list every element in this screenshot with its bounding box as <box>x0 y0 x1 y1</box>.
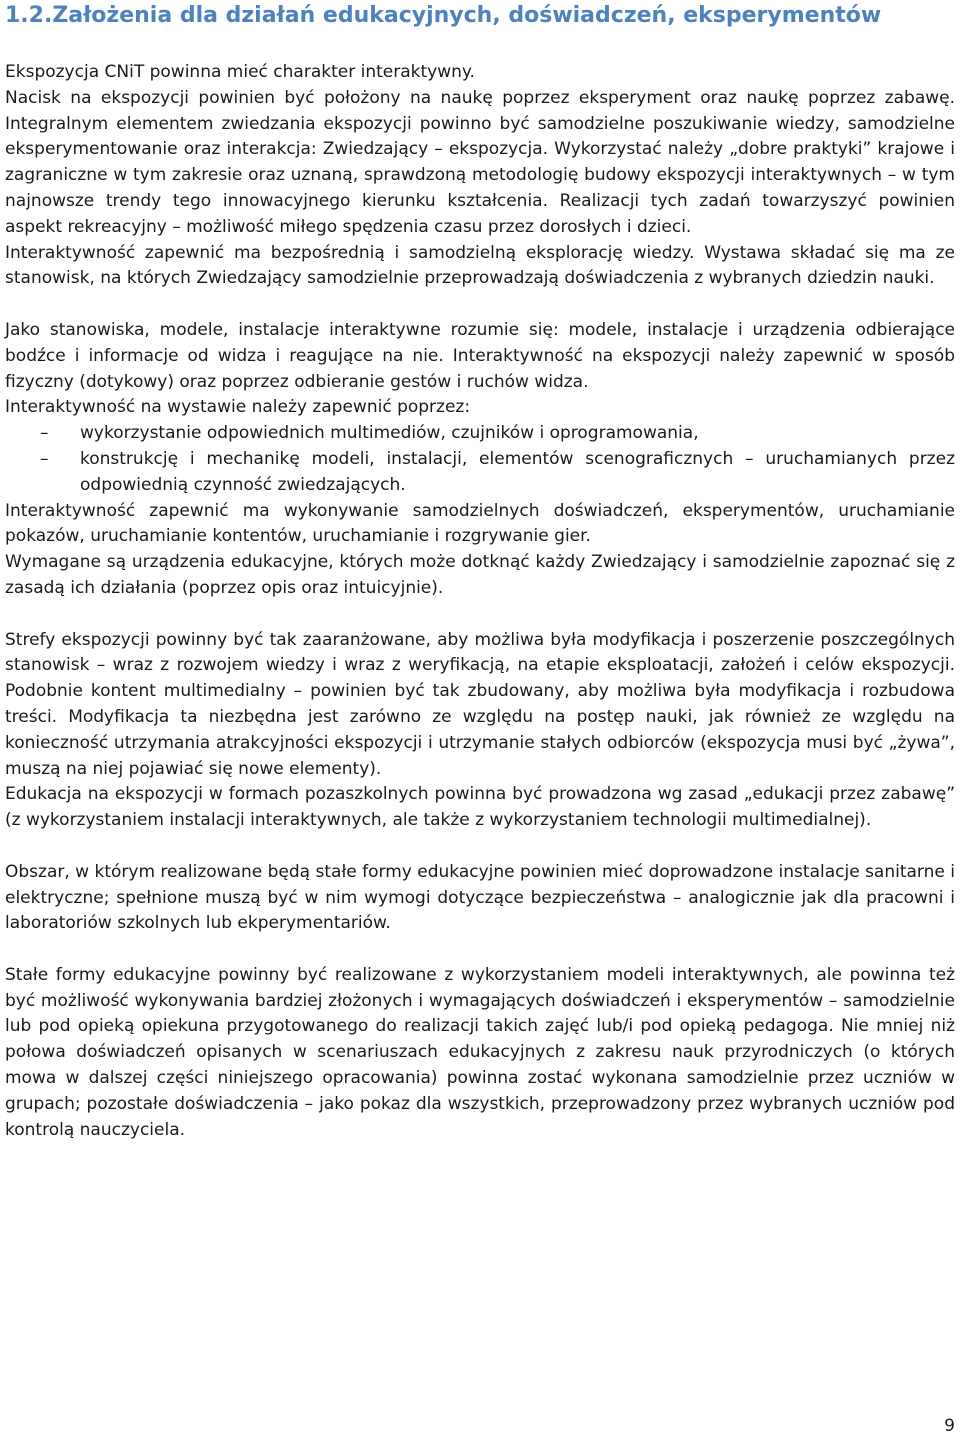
paragraph-list-intro: Interaktywność na wystawie należy zapewnić poprzez: <box>5 397 471 418</box>
paragraph-gap <box>5 602 955 628</box>
paragraph-gap <box>5 834 955 860</box>
list-item <box>5 447 955 499</box>
paragraph-nacisk: Nacisk na ekspozycji powinien być położony na naukę poprzez eksperyment oraz naukę poprzez zabawę. Integralnym elementem zwiedzania ekspozycji powinno być samodzielne poszukiwanie wiedzy, samodzielne eksperymentowanie oraz interakcja: Zwiedzający – ekspozycja. Wykorzystać należy „dobre praktyki” krajowe i zagraniczne w tym zakresie oraz uznaną, sprawdzoną metodologię budowy ekspozycji interaktywnych – w tym najnowsze trendy tego innowacyjnego kierunku kształcenia. Realizacji tych zadań towarzyszyć powinien aspekt rekreacyjny – możliwość miłego spędzenia czasu przez dorosłych i dzieci. <box>5 87 955 237</box>
page-number: 9 <box>944 1416 955 1436</box>
interaktywnosc-list <box>5 421 955 498</box>
paragraph-gap <box>5 292 955 318</box>
paragraph-stale-formy: Stałe formy edukacyjne powinny być realizowane z wykorzystaniem modeli interaktywnych, ale powinna też być możliwość wykonywania bardziej złożonych i wymagających doświadczeń i eksperymentów – samodzielnie lub pod opieką opiekuna przygotowanego do realizacji takich zajęć lub/i pod opieką pedagoga. Nie mniej niż połowa doświadczeń opisanych w scenariuszach edukacyjnych z zakresu nauk przyrodniczych (o których mowa w dalszej części niniejszego opracowania) powinna zostać wykonana samodzielnie przez uczniów w grupach; pozostałe doświadczenia – jako pokaz dla wszystkich, przeprowadzony przez wybranych uczniów pod kontrolą nauczyciela. <box>5 964 955 1140</box>
paragraph-stanowiska: Jako stanowiska, modele, instalacje interaktywne rozumie się: modele, instalacje i urządzenia odbierające bodźce i informacje od widza i reagujące na nie. Interaktywność na ekspozycji należy zapewnić w sposób fizyczny (dotykowy) oraz poprzez odbieranie gestów i ruchów widza. <box>5 319 955 392</box>
dash-bullet: – <box>40 423 49 444</box>
list-item-text: wykorzystanie odpowiednich multimediów, czujników i oprogramowania, <box>80 423 699 444</box>
paragraph-obszar: Obszar, w którym realizowane będą stałe formy edukacyjne powinien mieć doprowadzone instalacje sanitarne i elektryczne; spełnione muszą być w nim wymogi dotyczące bezpieczeństwa – analogicznie jak dla pracowni i laboratoriów szkolnych lub ekperymentariów. <box>5 861 955 934</box>
paragraph-gap <box>5 937 955 963</box>
list-item-text: konstrukcję i mechanikę modeli, instalacji, elementów scenograficznych – uruchamianych przez odpowiednią czynność zwiedzających. <box>80 448 955 495</box>
dash-bullet: – <box>40 448 49 469</box>
paragraph-doswiadczenia: Interaktywność zapewnić ma wykonywanie samodzielnych doświadczeń, eksperymentów, uruchamianie pokazów, uruchamianie kontentów, uruchamianie i rozgrywanie gier. <box>5 500 955 547</box>
document-body <box>5 60 955 1143</box>
paragraph-interaktywnosc-eksploracja: Interaktywność zapewnić ma bezpośrednią i samodzielną eksplorację wiedzy. Wystawa składać się ma ze stanowisk, na których Zwiedzający samodzielnie przeprowadzają doświadczenia z wybranych dziedzin nauki. <box>5 242 955 289</box>
document-page <box>5 0 955 1143</box>
paragraph-strefy: Strefy ekspozycji powinny być tak zaaranżowane, aby możliwa była modyfikacja i poszerzenie poszczególnych stanowisk – wraz z rozwojem wiedzy i wraz z weryfikacją, na etapie eksploatacji, założeń i celów ekspozycji. Podobnie kontent multimedialny – powinien być tak zbudowany, aby możliwa była modyfikacja i rozbudowa treści. Modyfikacja ta niezbędna jest zarówno ze względu na postęp nauki, jak również ze względu na konieczność utrzymania atrakcyjności ekspozycji i utrzymanie stałych odbiorców (ekspozycja musi być „żywa”, muszą na niej pojawiać się nowe elementy). <box>5 629 955 779</box>
paragraph-edukacja: Edukacja na ekspozycji w formach pozaszkolnych powinna być prowadzona wg zasad „edukacji przez zabawę” (z wykorzystaniem instalacji interaktywnych, ale także z wykorzystaniem technologii multimedialnej). <box>5 784 955 831</box>
paragraph-charakter: Ekspozycja CNiT powinna mieć charakter interaktywny. <box>5 62 475 82</box>
list-item <box>5 421 955 447</box>
section-heading: 1.2.Założenia dla działań edukacyjnych, doświadczeń, eksperymentów <box>5 3 882 28</box>
paragraph-urzadzenia: Wymagane są urządzenia edukacyjne, których może dotknąć każdy Zwiedzający i samodzielnie zapoznać się z zasadą ich działania (poprzez opis oraz intuicyjnie). <box>5 552 955 598</box>
